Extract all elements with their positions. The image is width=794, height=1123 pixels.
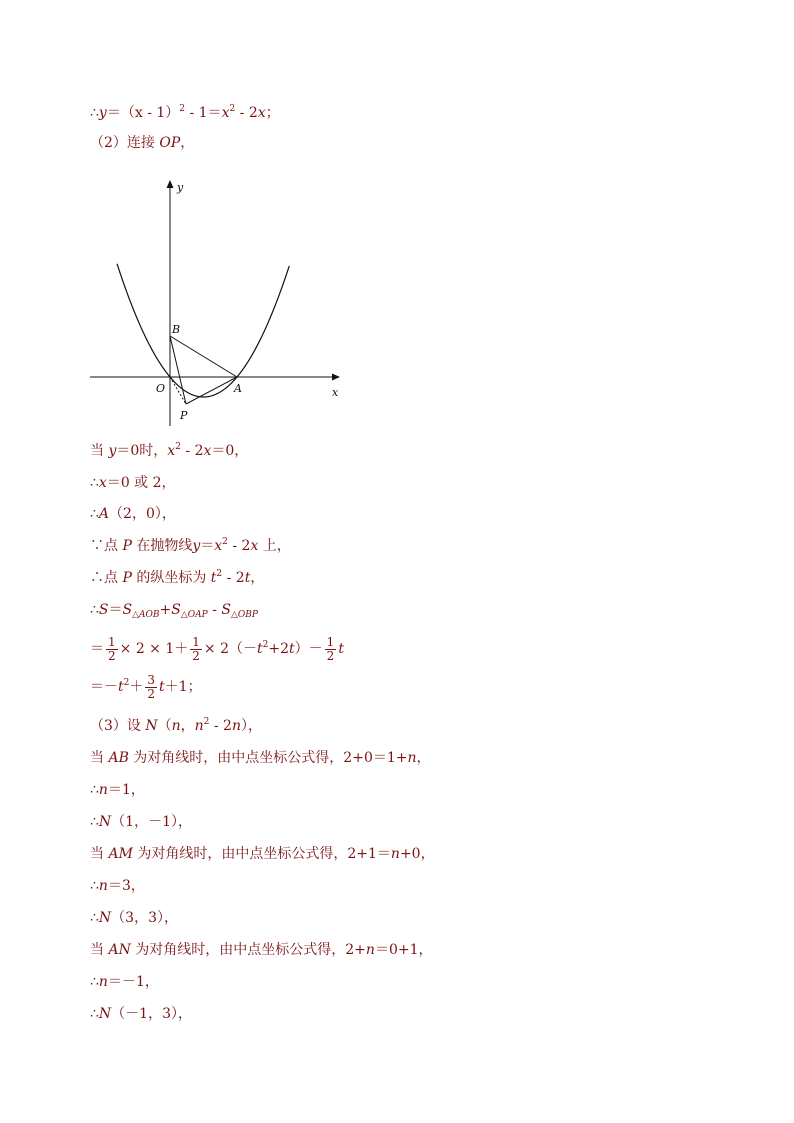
solution-line-2: （2）连接 OP， xyxy=(90,135,195,151)
solution-line-1: ∴y＝（x - $1)^2 - 1=x^2 - 2x$； xyxy=(90,104,280,121)
label-A: A xyxy=(234,382,242,395)
fraction-one-half: $\frac{1}{2}$ xyxy=(192,634,200,663)
label-P: P xyxy=(180,409,188,422)
segment-BA xyxy=(170,336,237,377)
x-axis-arrow xyxy=(332,374,340,381)
solution-line-6: ∵点 P 在抛物线$y=x^2 - 2x$ 上， xyxy=(90,537,291,554)
solution-line-10: $=-t^2+$ $\frac{3}{2}$ t＋1； xyxy=(90,672,202,701)
solution-line-5: ∴A（2，0）， xyxy=(90,506,176,522)
solution-line-11: （3）设 N（n，$n^2 - 2n$）， xyxy=(90,717,262,734)
solution-line-12: 当 AB 为对角线时，由中点坐标公式得，2+0＝1+n， xyxy=(90,750,431,766)
solution-line-8: $\therefore S=S_{\triangle AOB}+S_{\triangle OAP} - S_{\triangle OBP}$ xyxy=(90,602,258,620)
parabola-figure xyxy=(88,160,348,432)
solution-line-14: ∴N（1，－1）， xyxy=(90,814,192,830)
solution-line-7: ∴点 P 的纵坐标为 $t^2 - 2t$， xyxy=(90,569,265,586)
fraction-one-half: $\frac{1}{2}$ xyxy=(108,634,116,663)
segment-BP xyxy=(170,336,186,404)
solution-line-19: ∴n＝－1， xyxy=(90,974,159,990)
solution-line-17: ∴N（3，3）， xyxy=(90,910,178,926)
solution-line-18: 当 AN 为对角线时，由中点坐标公式得，2+n＝0+1， xyxy=(90,942,433,958)
y-axis-arrow xyxy=(167,180,174,188)
label-x: x xyxy=(332,386,339,399)
solution-line-4: ∴x＝0 或 2， xyxy=(90,475,176,491)
segment-PA xyxy=(186,377,237,404)
label-O: O xyxy=(156,382,166,395)
solution-line-20: ∴N（－1，3）， xyxy=(90,1006,192,1022)
solution-line-9: ＝ $\frac{1}{2}$ × 2 × 1＋ $\frac{1}{2}$ × $2(-t^2+2t)-$ $\frac{1}{2}$ t xyxy=(90,634,344,663)
solution-line-16: ∴n＝3， xyxy=(90,878,145,894)
fraction-three-halves: $\frac{3}{2}$ xyxy=(147,672,156,701)
solution-line-15: 当 AM 为对角线时，由中点坐标公式得，2+1＝n+0， xyxy=(90,846,435,862)
label-B: B xyxy=(172,323,181,336)
solution-line-13: ∴n＝1， xyxy=(90,782,145,798)
solution-line-3: 当 y＝0时，$x^2 - 2x=0$， xyxy=(90,442,249,459)
label-y: y xyxy=(177,181,184,194)
fraction-one-half: $\frac{1}{2}$ xyxy=(326,634,335,663)
